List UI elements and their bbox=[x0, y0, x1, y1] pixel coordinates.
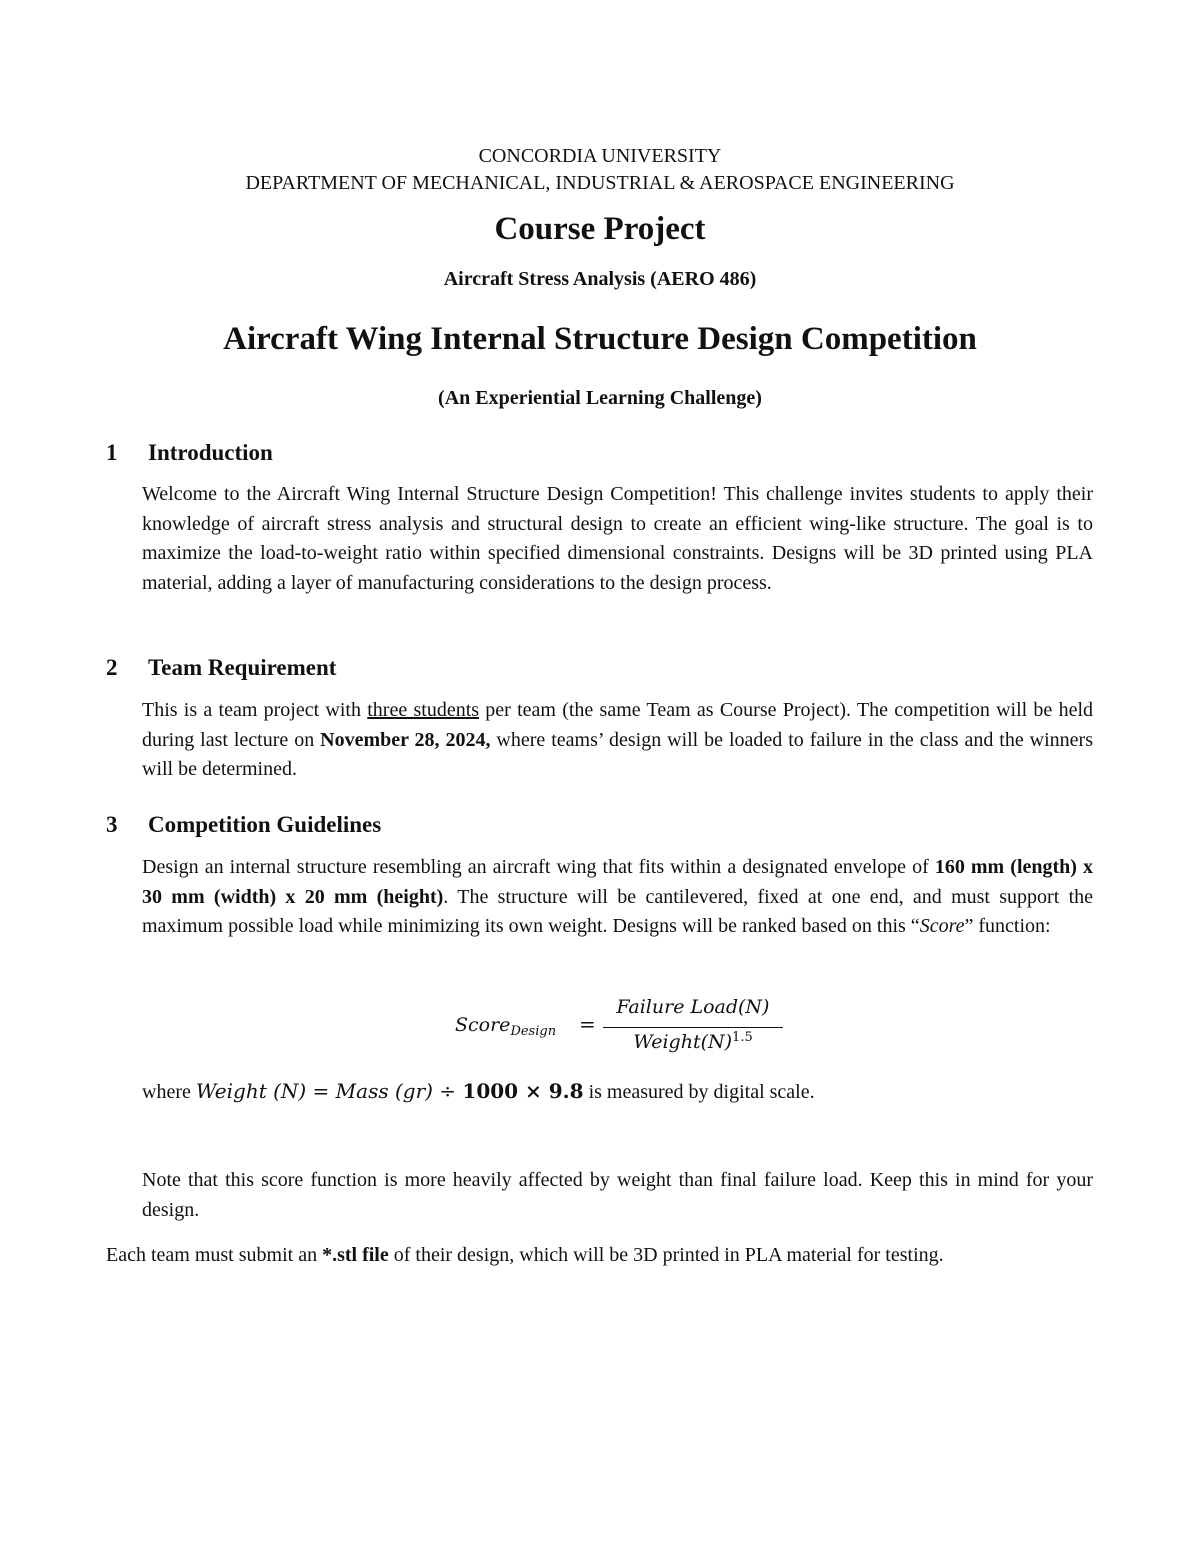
paragraph-text: where teams’ design will be loaded to failure in the class and the winners will be determined. bbox=[142, 728, 1093, 780]
note-paragraph: Note that this score function is more heavily affected by weight than final failure load. Keep this in mind for your design. bbox=[142, 1169, 1093, 1221]
section-title: Team Requirement bbox=[148, 655, 337, 680]
course-subtitle: Aircraft Stress Analysis (AERO 486) bbox=[443, 268, 757, 290]
university-name: CONCORDIA UNIVERSITY bbox=[478, 145, 722, 167]
paragraph-text: of their design, which will be 3D printed in PLA material for testing. bbox=[388, 1244, 944, 1266]
formula-denominator bbox=[603, 1030, 783, 1053]
competition-guidelines-paragraph bbox=[142, 853, 1093, 942]
formula-lhs-text: Score bbox=[455, 1014, 511, 1036]
department-name: DEPARTMENT OF MECHANICAL, INDUSTRIAL & AEROSPACE ENGINEERING bbox=[245, 172, 955, 194]
section-title: Competition Guidelines bbox=[148, 812, 382, 837]
envelope-dimensions: 160 mm (length) x 30 mm (width) x 20 mm (height) bbox=[142, 856, 1093, 908]
paragraph-text: per team (the same Team as Course Project). The competition will be held during last lecture on bbox=[142, 699, 1093, 751]
formula-numerator: Failure Load(N) bbox=[616, 996, 770, 1018]
score-formula bbox=[455, 996, 785, 1062]
weight-equation: Weight (N) = Mass (gr) ÷ bbox=[195, 1079, 463, 1103]
formula-lhs bbox=[455, 1014, 556, 1039]
section-number: 2 bbox=[106, 655, 118, 680]
page-subtitle: (An Experiential Learning Challenge) bbox=[438, 387, 762, 409]
section-heading-competition-guidelines bbox=[106, 810, 381, 840]
fraction-bar bbox=[603, 1027, 783, 1028]
introduction-paragraph: Welcome to the Aircraft Wing Internal Structure Design Competition! This challenge invites students to apply their knowledge of aircraft stress analysis and structural design to create an efficient wing-like structure. The goal is to maximize the load-to-weight ratio within specified dimensional constraints. Designs will be 3D printed using PLA material, adding a layer of manufacturing considerations to the design process. bbox=[142, 483, 1093, 594]
section-number: 3 bbox=[106, 812, 118, 837]
formula-denominator-text: Weight(N) bbox=[633, 1031, 733, 1053]
weight-definition bbox=[142, 1076, 815, 1107]
submission-instruction bbox=[106, 1240, 944, 1270]
weight-constant: 1000 × 9.8 bbox=[462, 1079, 584, 1103]
section-heading-introduction bbox=[106, 438, 273, 468]
course-title: Course Project bbox=[494, 211, 706, 247]
formula-lhs-subscript: Design bbox=[510, 1024, 557, 1039]
where-suffix: is measured by digital scale. bbox=[583, 1081, 815, 1103]
paragraph-text: ” function: bbox=[964, 915, 1051, 937]
section-number: 1 bbox=[106, 440, 118, 465]
formula-equals: = bbox=[579, 1012, 596, 1036]
team-requirement-paragraph bbox=[142, 696, 1093, 785]
formula-exponent: 1.5 bbox=[732, 1030, 753, 1045]
score-term: Score bbox=[919, 915, 965, 937]
paragraph-text: Each team must submit an bbox=[106, 1244, 323, 1266]
section-heading-team-requirement bbox=[106, 653, 336, 683]
competition-date: November 28, 2024, bbox=[320, 728, 491, 751]
paragraph-text: Design an internal structure resembling an aircraft wing that fits within a designated envelope of bbox=[142, 856, 935, 878]
paragraph-text: . The structure will be cantilevered, fixed at one end, and must support the maximum possible load while minimizing its own weight. Designs will be ranked based on this “ bbox=[142, 885, 1093, 937]
file-type: *.stl file bbox=[322, 1244, 389, 1266]
underlined-text: three students bbox=[367, 699, 480, 721]
paragraph-text: This is a team project with bbox=[142, 699, 368, 721]
section-title: Introduction bbox=[148, 440, 273, 465]
where-prefix: where bbox=[142, 1081, 196, 1103]
page-title: Aircraft Wing Internal Structure Design Competition bbox=[223, 321, 977, 357]
